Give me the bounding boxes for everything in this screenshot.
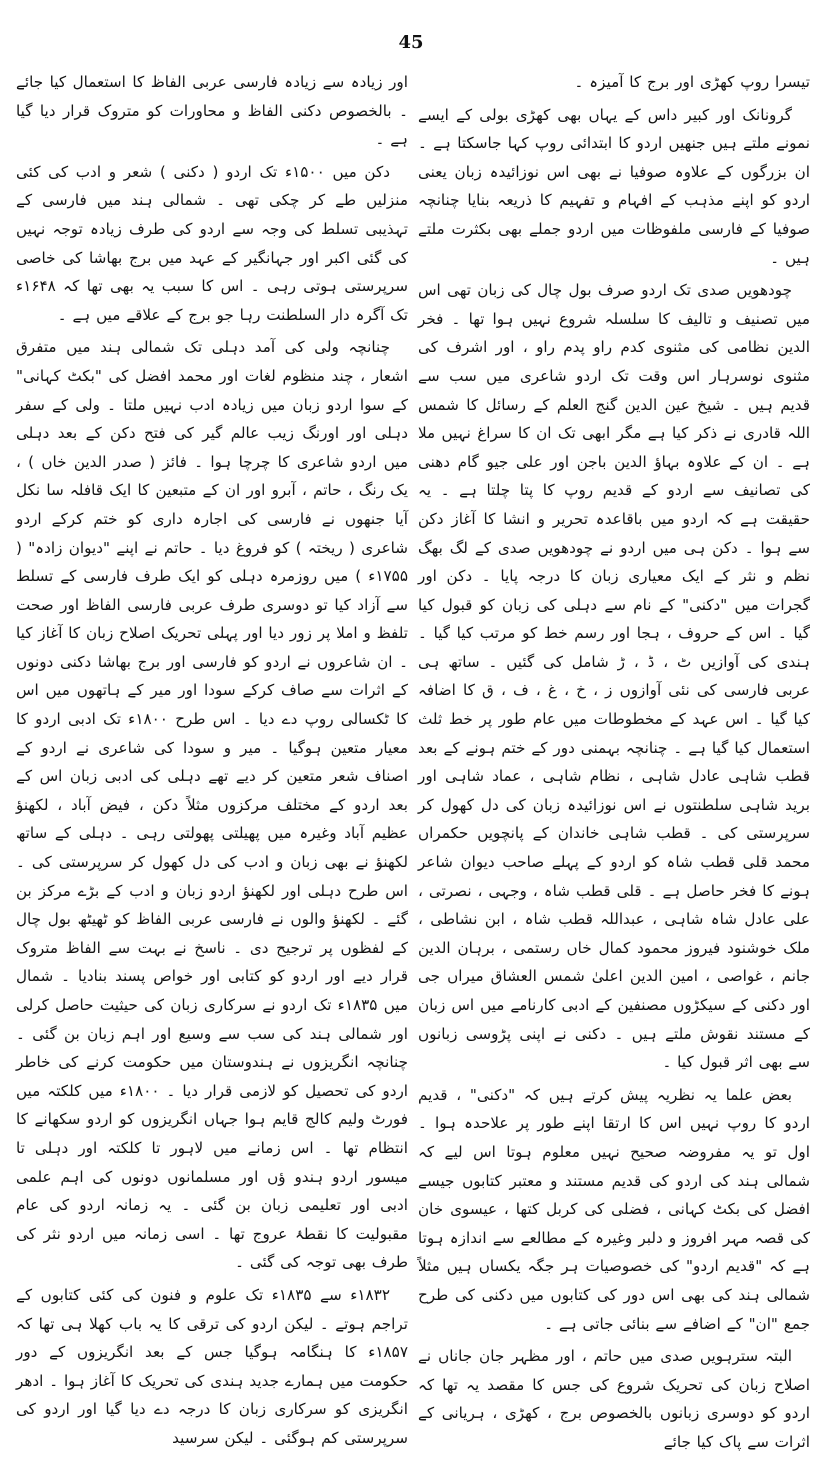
paragraph: تیسرا روپ کھڑی اور برج کا آمیزہ ۔ <box>574 73 810 91</box>
paragraph: البتہ سترہویں صدی میں حاتم ، اور مظہر جان جاناں نے اصلاح زبان کی تحریک شروع کی جس کا مقصد یہ تھا کہ اردو کو دوسری زبانوں بالخصوص برج ، کھڑی ، ہریانی کے اثرات سے پاک کیا جائے <box>418 1347 810 1451</box>
paragraph: چنانچہ ولی کی آمد دہلی تک شمالی ہند میں متفرق اشعار ، چند منظوم لغات اور محمد افضل کی "بکٹ کہانی" کے سوا اردو زبان میں زیادہ ادب نہیں ملتا ۔ ولی کے سفر دہلی اور اورنگ زیب عالم گیر کی فتح دکن کے بعد دہلی میں اردو شاعری کا چرچا ہوا ۔ فائز ( صدر الدین خاں ) ، یک رنگ ، حاتم ، آبرو اور ان کے متبعین کا ایک قافلہ سا نکل آیا جنھوں نے فارسی کی اجارہ داری کو ختم کرکے اردو شاعری ( ریختہ ) کو فروغ دیا ۔ حاتم نے اپنے "دیوان زادہ" ( ۱۷۵۵ء ) میں روزمرہ دہلی کو ایک طرف فارسی کے تسلط سے آزاد کیا تو دوسری طرف عربی فارسی الفاظ اور صحت تلفظ و املا پر زور دیا اور پہلی تحریک اصلاح زبان کا آغاز کیا ۔ ان شاعروں نے اردو کو فارسی اور برج بھاشا دکنی دونوں کے اثرات سے صاف کرکے سودا اور میر کے ہاتھوں میں اس کا ٹکسالی روپ دے دیا ۔ اس طرح ۱۸۰۰ء تک ادبی اردو کا معیار متعین ہوگیا ۔ میر و سودا کی شاعری نے اردو کے اصناف شعر متعین کر دیے تھے دہلی کی ادبی زبان اس کے بعد اردو کے مختلف مرکزوں مثلاً دکن ، فیض آباد ، لکھنؤ عظیم آباد وغیرہ میں پھیلتی پھولتی رہی ۔ دہلی کے ساتھ لکھنؤ نے بھی زبان و ادب کی دل کھول کر سرپرستی کی ۔ اس طرح دہلی اور لکھنؤ اردو زبان و ادب کے بڑے مرکز بن گئے ۔ لکھنؤ والوں نے فارسی عربی الفاظ کو ٹھیٹھ بول چال کے لفظوں پر ترجیح دی ۔ ناسخ نے بہت سے الفاظ متروک قرار دیے اور اردو کو کتابی اور خواص پسند بنادیا ۔ شمال میں ۱۸۳۵ء تک اردو نے سرکاری زبان کی حیثیت حاصل کرلی اور شمالی ہند کی سب سے وسیع اور اہم زبان بن گئی ۔ چنانچہ انگریزوں نے ہندوستان میں حکومت کرنے کی خاطر اردو کی تحصیل کو لازمی قرار دیا ۔ ۱۸۰۰ء میں کلکتہ میں فورٹ ولیم کالج قایم ہوا جہاں انگریزوں کو اردو سکھانے کا انتظام تھا ۔ اس زمانے میں لاہور تا کلکتہ اور دہلی تا میسور اردو ہندو ؤں اور مسلمانوں دونوں کی اہم علمی ادبی اور تعلیمی زبان بن گئی ۔ یہ زمانہ اردو کی عام مقبولیت کا نقطۂ عروج تھا ۔ اسی زمانہ میں اردو نثر کی طرف بھی توجہ کی گئی ۔ <box>16 338 409 1272</box>
paragraph: ۱۸۳۲ء سے ۱۸۳۵ء تک علوم و فنون کی کئی کتابوں کے تراجم ہوتے ۔ لیکن اردو کی ترقی کا یہ باب کھلا ہی تھا کہ ۱۸۵۷ء کا ہنگامہ ہوگیا جس کے بعد انگریزوں کے دور حکومت میں ہمارے جدید ہندی کی تحریک کا آغاز ہوا ۔ ادھر انگریزی کو سرکاری زبان کا درجہ دے دیا گیا اور اردو کی سرپرستی کم ہوگئی ۔ لیکن سرسید <box>16 1285 408 1447</box>
paragraph: دکن میں ۱۵۰۰ء تک اردو ( دکنی ) شعر و ادب کی کئی منزلیں طے کر چکی تھی ۔ شمالی ہند میں فارسی کے تہذیبی تسلط کی وجہ سے اردو کی طرف زیادہ توجہ نہیں کی گئی اکبر اور جہانگیر کے عہد میں برج بھاشا کی خاصی سرپرستی ہوتی رہی ۔ اس کا سبب یہ بھی تھا کہ ۱۶۴۸ء تک آگرہ دار السلطنت رہا جو برج کے علاقے میں ہے ۔ <box>16 162 408 324</box>
page-number: 45 <box>398 32 424 53</box>
paragraph: بعض علما یہ نظریہ پیش کرتے ہیں کہ "دکنی" ، قدیم اردو کا روپ نہیں اس کا ارتقا اپنے طور پر علاحدہ ہوا ۔ اول تو یہ مفروضہ صحیح نہیں معلوم ہوتا اس لیے کہ شمالی ہند کی اردو کی قدیم مستند و معتبر کتابوں جیسے افضل کی بکٹ کہانی ، فضلی کی کربل کتھا ، عیسوی خان کی قصہ مہر افروز و دلبر وغیرہ کے مطالعے سے اندازہ ہوتا ہے کہ "قدیم اردو" کی خصوصیات ہر جگہ یکساں ہیں مثلاً شمالی ہند کی بھی اس دور کی کتابوں میں دکنی کی طرح جمع "ان" کے اضافے سے بنائی جاتی ہے ۔ <box>418 1085 810 1333</box>
right-column <box>418 68 810 1451</box>
paragraph: گرونانک اور کبیر داس کے یہاں بھی کھڑی بولی کے ایسے نمونے ملتے ہیں جنھیں اردو کا ابتدائی روپ کہا جاسکتا ہے ۔ ان بزرگوں کے علاوہ صوفیا نے بھی اس نوزائیدہ زبان یعنی اردو کو اپنے مذہب کے افہام و تفہیم کا ذریعہ بنایا چنانچہ صوفیا کے فارسی ملفوظات میں اردو جملے بھی بکثرت ملتے ہیں ۔ <box>418 105 810 267</box>
paragraph: اور زیادہ سے زیادہ فارسی عربی الفاظ کا استعمال کیا جائے ۔ بالخصوص دکنی الفاظ و محاورات کو متروک قرار دیا گیا ہے ۔ <box>16 73 408 149</box>
paragraph: چودھویں صدی تک اردو صرف بول چال کی زبان تھی اس میں تصنیف و تالیف کا سلسلہ شروع نہیں ہوا تھا ۔ فخر الدین نظامی کی مثنوی کدم راو پدم راو ، اور اشرف کی مثنوی نوسرہار اس وقت تک اردو شاعری میں سب سے قدیم ہیں ۔ شیخ عین الدین گنج العلم کے رسائل کا شمس اللہ قادری نے ذکر کیا ہے مگر ابھی تک ان کا سراغ نہیں ملا ہے ۔ ان کے علاوہ بہاؤ الدین باجن اور علی جیو گام دھنی کی تصانیف سے اردو کے قدیم روپ کا پتا چلتا ہے ۔ یہ حقیقت ہے کہ اردو میں باقاعدہ تحریر و انشا کا آغاز دکن سے ہوا ۔ دکن ہی میں اردو نے چودھویں صدی کے لگ بھگ نظم و نثر کے ایک معیاری زبان کا درجہ پایا ۔ دکن اور گجرات میں "دکنی" کے نام سے دہلی کی زبان کو قبول کیا گیا ۔ اس کے حروف ، ہجا اور رسم خط کو مرتب کیا گیا ۔ ہندی کی آوازیں ٹ ، ڈ ، ڑ شامل کی گئیں ۔ ساتھ ہی عربی فارسی کی نئی آوازوں ز ، خ ، غ ، ف ، ق کا اضافہ کیا گیا ۔ اس عہد کے مخطوطات میں عام طور پر خط ثلث استعمال کیا گیا ہے ۔ چنانچہ بہمنی دور کے ختم ہونے کے بعد قطب شاہی عادل شاہی ، نظام شاہی ، عماد شاہی اور برید شاہی سلطنتوں نے اس نوزائیدہ زبان کی دل کھول کر سرپرستی کی ۔ قطب شاہی خاندان کے پانچویں حکمراں محمد قلی قطب شاہ کو اردو کے پہلے صاحب دیوان شاعر ہونے کا فخر حاصل ہے ۔ قلی قطب شاہ ، وجہی ، نصرتی ، علی عادل شاہ شاہی ، عبداللہ قطب شاہ ، ابن نشاطی ، ملک خوشنود فیروز محمود کمال خاں رستمی ، برہان الدین جانم ، غواصی ، امین الدین اعلیٰ شمس العشاق میراں جی اور دکنی کے سیکڑوں مصنفین کے ادبی کارنامے میں اس زبان کے مستند نقوش ملتے ہیں ۔ دکنی نے اپنی پڑوسی زبانوں سے بھی اثر قبول کیا ۔ <box>418 281 810 1072</box>
left-column <box>16 68 409 1447</box>
